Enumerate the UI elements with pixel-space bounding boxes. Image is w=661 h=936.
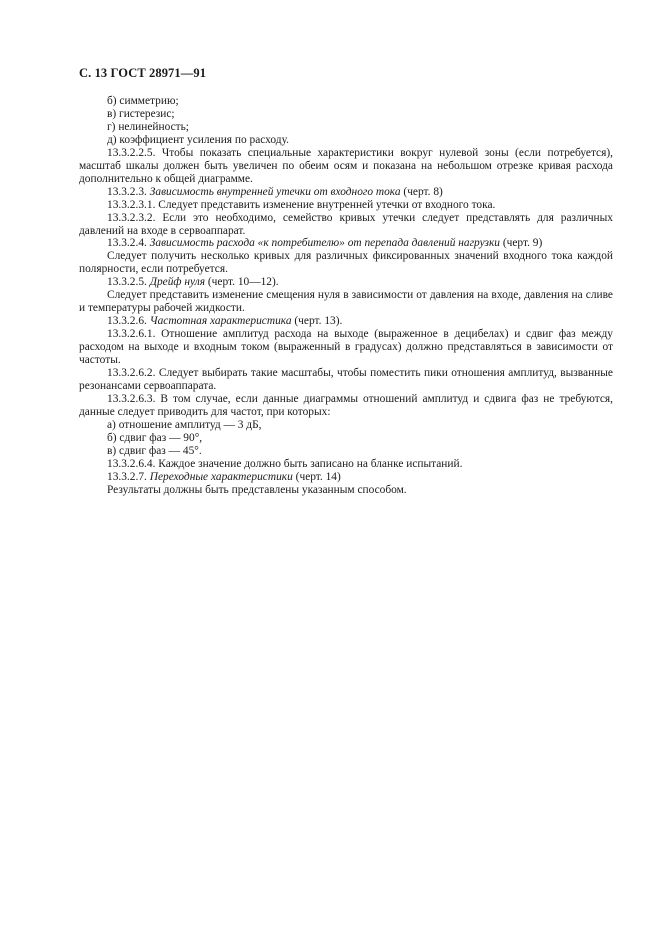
figure-reference: (черт. 10—12). xyxy=(207,276,279,289)
section-title: Частотная характеристика xyxy=(149,315,292,328)
list-item-nonlinearity: г) нелинейность; xyxy=(107,120,189,133)
figure-reference: (черт. 9) xyxy=(502,237,543,250)
section-title: Зависимость расхода «к потребителю» от перепада давлений нагрузки xyxy=(149,237,500,250)
figure-reference: (черт. 14) xyxy=(295,470,341,483)
list-item-flow-gain: д) коэффициент усиления по расходу. xyxy=(107,133,289,146)
figure-reference: (черт. 13). xyxy=(294,315,343,328)
section-number: 13.3.2.7. xyxy=(107,470,147,483)
section-heading-13-3-2-4 xyxy=(79,237,613,250)
paragraph-13-3-2-6-1: 13.3.2.6.1. Отношение амплитуд расхода на выходе (выраженное в децибелах) и сдвиг фаз между расходом на выходе и входным током (выраженный в градусах) должно представляться в зависимости от частоты. xyxy=(79,328,613,367)
list-item-hysteresis: в) гистерезис; xyxy=(107,107,175,120)
figure-reference: (черт. 8) xyxy=(403,185,443,198)
section-heading-13-3-2-6 xyxy=(79,315,613,328)
section-number: 13.3.2.6. xyxy=(107,315,147,328)
paragraph-curves: Следует получить несколько кривых для различных фиксированных значений входного тока каждой полярности, если потребуется. xyxy=(79,250,613,276)
document-body xyxy=(79,95,613,497)
section-heading-13-3-2-5 xyxy=(79,276,613,289)
section-title: Дрейф нуля xyxy=(149,276,206,289)
list-item-phase-90: б) сдвиг фаз — 90°, xyxy=(107,431,203,444)
paragraph-13-3-2-3-2: 13.3.2.3.2. Если это необходимо, семейство кривых утечки следует представлять для различных давлений на входе в сервоаппарат. xyxy=(79,211,613,237)
paragraph-13-3-2-2-5: 13.3.2.2.5. Чтобы показать специальные характеристики вокруг нулевой зоны (если потребуется), масштаб шкалы должен быть увеличен по обеим осям и показана на небольшом отрезке кривая расхода дополнительно к общей диаграмме. xyxy=(79,146,613,185)
section-title: Переходные характеристики xyxy=(149,470,293,483)
list-item-amplitude-ratio: а) отношение амплитуд — 3 дБ, xyxy=(107,418,262,431)
list-item-symmetry: б) симметрию; xyxy=(107,95,179,107)
paragraph-13-3-2-6-3: 13.3.2.6.3. В том случае, если данные диаграммы отношений амплитуд и сдвига фаз не требуются, данные следует приводить для частот, при которых: xyxy=(79,392,613,418)
page-header: С. 13 ГОСТ 28971—91 xyxy=(79,66,207,80)
section-number: 13.3.2.3. xyxy=(107,185,147,198)
section-heading-13-3-2-7 xyxy=(79,471,613,484)
section-number: 13.3.2.5. xyxy=(107,276,147,289)
paragraph-13-3-2-6-2: 13.3.2.6.2. Следует выбирать такие масштабы, чтобы поместить пики отношения амплитуд, вызванные резонансами сервоаппарата. xyxy=(79,367,613,392)
section-title: Зависимость внутренней утечки от входного тока xyxy=(149,185,401,198)
paragraph-zero-drift: Следует представить изменение смещения нуля в зависимости от давления на входе, давления на сливе и температуры рабочей жидкости. xyxy=(79,289,613,315)
paragraph-results: Результаты должны быть представлены указанным способом. xyxy=(107,483,407,496)
list-item-phase-45: в) сдвиг фаз — 45°. xyxy=(107,444,202,457)
paragraph-13-3-2-3-1: 13.3.2.3.1. Следует представить изменение внутренней утечки от входного тока. xyxy=(107,198,496,211)
section-number: 13.3.2.4. xyxy=(107,237,147,250)
section-heading-13-3-2-3 xyxy=(79,186,613,199)
paragraph-13-3-2-6-4: 13.3.2.6.4. Каждое значение должно быть записано на бланке испытаний. xyxy=(107,457,463,470)
